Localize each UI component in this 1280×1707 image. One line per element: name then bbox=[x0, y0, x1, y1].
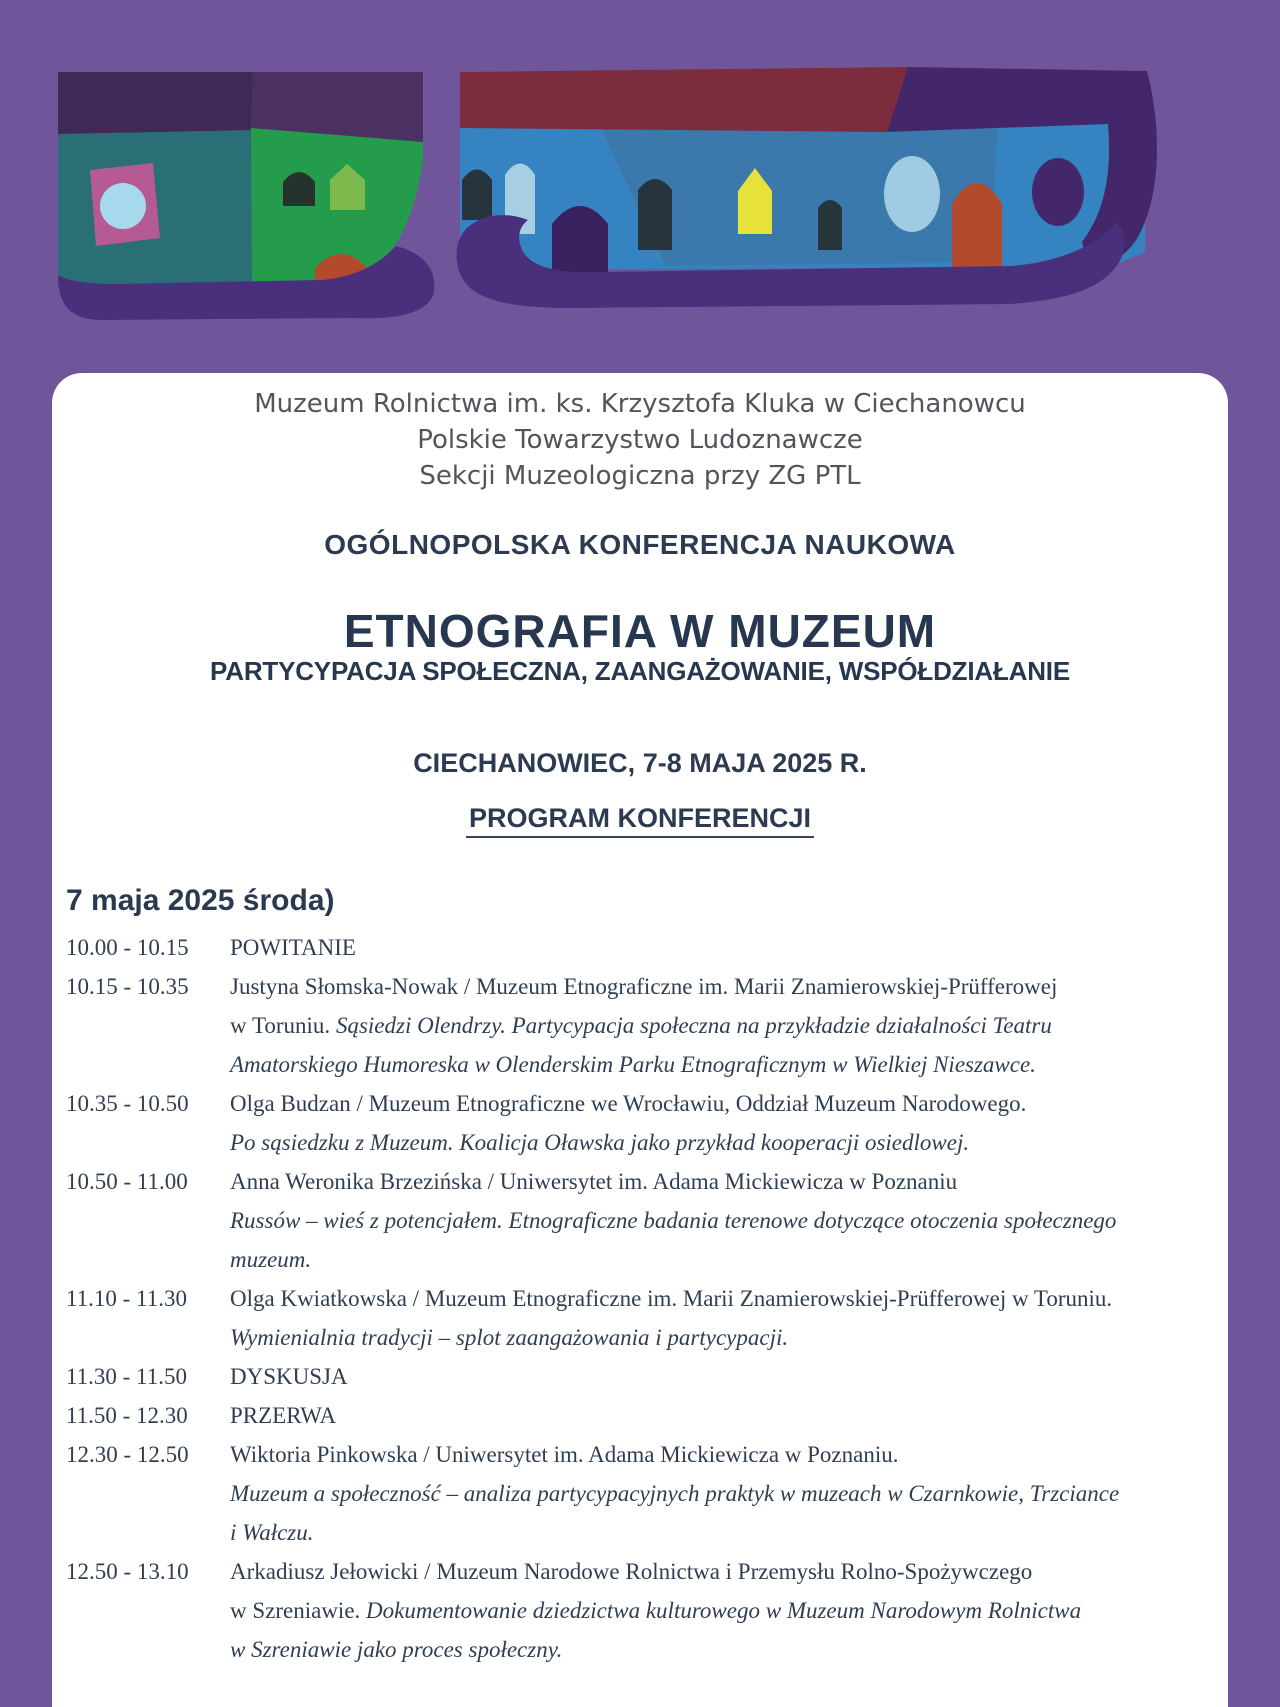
session-line bbox=[230, 1201, 1228, 1240]
session-time: 10.00 - 10.15 bbox=[66, 935, 189, 960]
speaker-segment: DYSKUSJA bbox=[230, 1364, 348, 1389]
dark-arched-window bbox=[283, 172, 315, 206]
session-line bbox=[230, 1045, 1228, 1084]
session-line bbox=[230, 1006, 1228, 1045]
session-line bbox=[230, 1396, 1228, 1435]
session-time: 10.35 - 10.50 bbox=[66, 1091, 189, 1116]
session-line bbox=[230, 1435, 1228, 1474]
schedule-row bbox=[66, 1396, 1228, 1435]
program-heading-wrap bbox=[52, 803, 1228, 833]
paper-title-segment: w Szreniawie jako proces społeczny. bbox=[230, 1637, 563, 1662]
dark-window-1 bbox=[462, 170, 492, 221]
organizer-line-3: Sekcji Muzeologiczna przy ZG PTL bbox=[419, 461, 861, 491]
session-line bbox=[230, 1084, 1228, 1123]
conference-title: ETNOGRAFIA W MUZEUM bbox=[343, 605, 937, 657]
speaker-segment: PRZERWA bbox=[230, 1403, 337, 1428]
session-description bbox=[230, 928, 1228, 967]
session-line bbox=[230, 1123, 1228, 1162]
session-line bbox=[230, 1591, 1228, 1630]
roof-left bbox=[58, 72, 253, 134]
session-time: 10.50 - 11.00 bbox=[66, 1169, 188, 1194]
maroon-roof bbox=[460, 67, 908, 132]
program-card bbox=[52, 373, 1228, 1707]
schedule-row bbox=[66, 1084, 1228, 1162]
schedule-row bbox=[66, 928, 1228, 967]
speaker-segment: Wiktoria Pinkowska / Uniwersytet im. Adama Mickiewicza w Poznaniu. bbox=[230, 1442, 899, 1467]
session-line bbox=[230, 1513, 1228, 1552]
schedule-row bbox=[66, 1552, 1228, 1669]
folk-art-right-panel bbox=[450, 62, 1165, 317]
program-heading: PROGRAM KONFERENCJI bbox=[466, 803, 814, 838]
paper-title-segment: Wymienialnia tradycji – splot zaangażowania i partycypacji. bbox=[230, 1325, 789, 1350]
session-line bbox=[230, 928, 1228, 967]
paper-title-segment: Amatorskiego Humoreska w Olenderskim Parku Etnograficznym w Wielkiej Nieszawce. bbox=[230, 1052, 1036, 1077]
session-description bbox=[230, 1279, 1228, 1357]
session-description bbox=[230, 1162, 1228, 1279]
session-time: 11.30 - 11.50 bbox=[66, 1364, 187, 1389]
speaker-segment: w Szreniawie. bbox=[230, 1598, 367, 1623]
paper-title-segment: muzeum. bbox=[230, 1247, 312, 1272]
venue-date: CIECHANOWIEC, 7-8 MAJA 2025 R. bbox=[413, 748, 867, 778]
organizer-line-2: Polskie Towarzystwo Ludoznawcze bbox=[417, 425, 863, 455]
schedule-row bbox=[66, 1357, 1228, 1396]
session-line bbox=[230, 1357, 1228, 1396]
speaker-segment: Justyna Słomska-Nowak / Muzeum Etnograficzne im. Marii Znamierowskiej-Prüfferowej bbox=[230, 974, 1058, 999]
folk-art-left-panel bbox=[55, 70, 440, 325]
session-description bbox=[230, 1552, 1228, 1669]
session-time: 10.15 - 10.35 bbox=[66, 974, 189, 999]
session-line bbox=[230, 1162, 1228, 1201]
speaker-segment: Anna Weronika Brzezińska / Uniwersytet im. Adama Mickiewicza w Poznaniu bbox=[230, 1169, 958, 1194]
session-description bbox=[230, 1396, 1228, 1435]
dark-window-2 bbox=[638, 179, 672, 250]
session-line bbox=[230, 1279, 1228, 1318]
paper-title-segment: Russów – wieś z potencjałem. Etnograficzne badania terenowe dotyczące otoczenia społecznego bbox=[230, 1208, 1117, 1233]
folk-art-left-svg bbox=[55, 70, 440, 325]
schedule-row bbox=[66, 1279, 1228, 1357]
conference-type-heading: OGÓLNOPOLSKA KONFERENCJA NAUKOWA bbox=[324, 529, 956, 560]
paper-title-segment: Dokumentowanie dziedzictwa kulturowego w Muzeum Narodowym Rolnictwa bbox=[366, 1598, 1082, 1623]
session-time: 11.50 - 12.30 bbox=[66, 1403, 188, 1428]
schedule-row bbox=[66, 967, 1228, 1084]
session-line bbox=[230, 1630, 1228, 1669]
purple-oval-window bbox=[1032, 158, 1084, 226]
session-time: 12.30 - 12.50 bbox=[66, 1442, 189, 1467]
session-line bbox=[230, 1474, 1228, 1513]
session-line bbox=[230, 1318, 1228, 1357]
session-description bbox=[230, 1357, 1228, 1396]
paper-title-segment: Muzeum a społeczność – analiza partycypacyjnych praktyk w muzeach w Czarnkowie, Trzciance bbox=[230, 1481, 1120, 1506]
speaker-segment: Arkadiusz Jełowicki / Muzeum Narodowe Rolnictwa i Przemysłu Rolno-Spożywczego bbox=[230, 1559, 1033, 1584]
speaker-segment: POWITANIE bbox=[230, 935, 356, 960]
schedule-row bbox=[66, 1435, 1228, 1552]
paper-title-segment: i Wałczu. bbox=[230, 1520, 314, 1545]
schedule-rows bbox=[66, 928, 1228, 1669]
organizer-line-1: Muzeum Rolnictwa im. ks. Krzysztofa Kluka w Ciechanowcu bbox=[254, 389, 1026, 419]
folk-art-right-svg bbox=[450, 62, 1165, 317]
day-heading: 7 maja 2025 środa) bbox=[66, 884, 335, 917]
schedule-row bbox=[66, 1162, 1228, 1279]
conference-subtitle: PARTYCYPACJA SPOŁECZNA, ZAANGAŻOWANIE, WSPÓŁDZIAŁANIE bbox=[210, 656, 1070, 686]
organizers-block bbox=[52, 386, 1228, 494]
session-description bbox=[230, 1435, 1228, 1552]
round-window bbox=[100, 183, 146, 229]
session-description bbox=[230, 967, 1228, 1084]
session-line bbox=[230, 967, 1228, 1006]
speaker-segment: Olga Budzan / Muzeum Etnograficzne we Wrocławiu, Oddział Muzeum Narodowego. bbox=[230, 1091, 1027, 1116]
speaker-segment: w Toruniu. bbox=[230, 1013, 336, 1038]
session-time: 11.10 - 11.30 bbox=[66, 1286, 187, 1311]
session-description bbox=[230, 1084, 1228, 1162]
session-line bbox=[230, 1552, 1228, 1591]
speaker-segment: Olga Kwiatkowska / Muzeum Etnograficzne im. Marii Znamierowskiej-Prüfferowej w Toruniu. bbox=[230, 1286, 1113, 1311]
paper-title-segment: Sąsiedzi Olendrzy. Partycypacja społeczna na przykładzie działalności Teatru bbox=[335, 1013, 1052, 1038]
paper-title-segment: Po sąsiedzku z Muzeum. Koalicja Oławska jako przykład kooperacji osiedlowej. bbox=[230, 1130, 970, 1155]
dark-window-3 bbox=[818, 200, 842, 250]
session-time: 12.50 - 13.10 bbox=[66, 1559, 189, 1584]
paleblue-oval-window bbox=[884, 156, 940, 232]
session-line bbox=[230, 1240, 1228, 1279]
